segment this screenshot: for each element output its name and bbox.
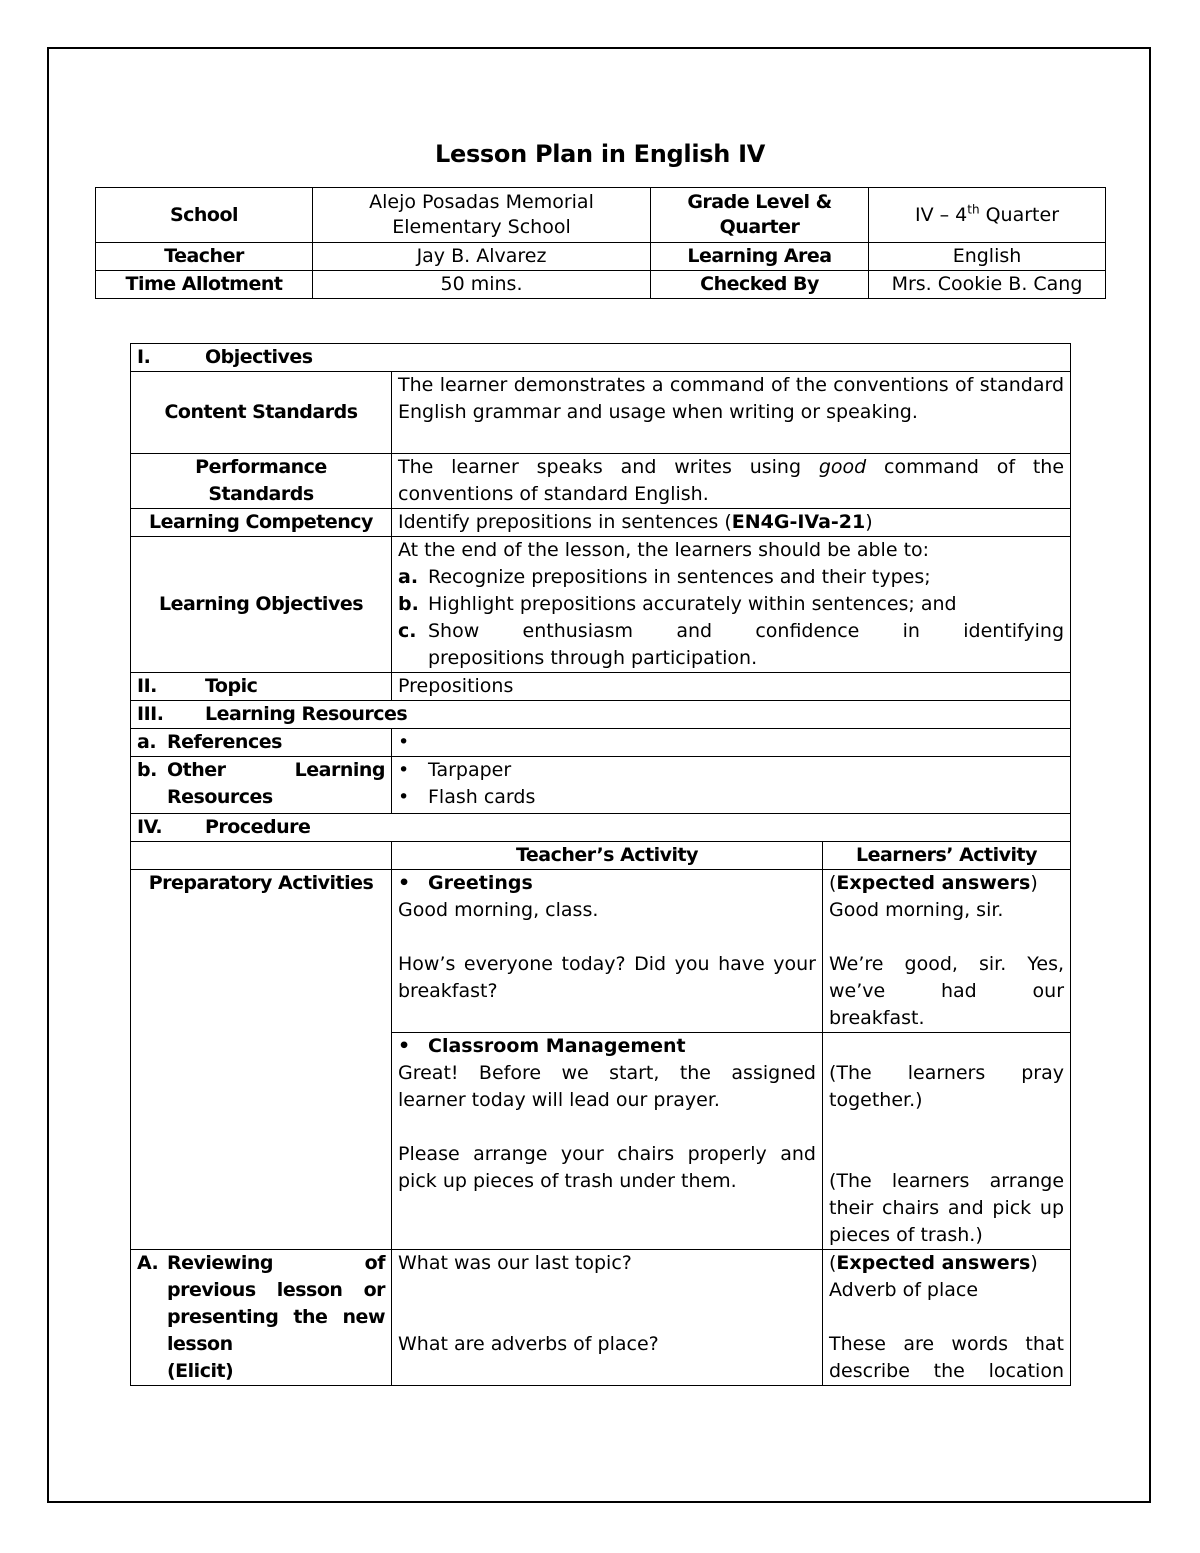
lesson-plan-table (130, 343, 1071, 1386)
classroom-management-learners: (The learners pray together.) (The learners arrange their chairs and pick up pieces of trash.) (823, 1033, 1071, 1250)
learning-objectives-text (392, 537, 1071, 673)
area-label: Learning Area (651, 243, 869, 271)
references-value: • (392, 729, 1071, 757)
header-row-teacher (96, 243, 1106, 271)
objectives-intro: At the end of the lesson, the learners should be able to: (398, 539, 930, 561)
grade-label: Grade Level & Quarter (651, 188, 869, 243)
reviewing-label: A. Reviewing of previous lesson or presenting the new lesson (Elicit) (131, 1250, 392, 1386)
row-references (131, 729, 1071, 757)
empty-cell (131, 842, 392, 870)
row-activity-headers (131, 842, 1071, 870)
objective-item: b. Highlight prepositions accurately within sentences; and (398, 593, 957, 615)
area-value: English (869, 243, 1106, 271)
greetings-learners: (Expected answers) Good morning, sir. We’re good, sir. Yes, we’ve had our breakfast. (823, 870, 1071, 1033)
row-reviewing (131, 1250, 1071, 1386)
greetings-title: • Greetings (398, 872, 533, 894)
time-value: 50 mins. (313, 271, 651, 299)
row-other-resources (131, 757, 1071, 814)
row-performance-standards (131, 454, 1071, 509)
classroom-management-teacher: • Classroom Management Great! Before we start, the assigned learner today will lead our prayer. Please arrange your chairs properly and pick up pieces of trash under them. (392, 1033, 823, 1250)
school-value: Alejo Posadas Memorial Elementary School (313, 188, 651, 243)
topic-value: Prepositions (392, 673, 1071, 701)
header-row-time (96, 271, 1106, 299)
list-item: • Flash cards (398, 786, 536, 808)
section-header: II. Topic (131, 673, 392, 701)
checked-value: Mrs. Cookie B. Cang (869, 271, 1106, 299)
grade-value: IV – 4th Quarter (869, 188, 1106, 243)
section-header: III. Learning Resources (131, 701, 1071, 729)
row-learning-competency (131, 509, 1071, 537)
greetings-teacher: • Greetings Good morning, class. How’s everyone today? Did you have your breakfast? (392, 870, 823, 1033)
teacher-activity-header: Teacher’s Activity (392, 842, 823, 870)
objective-item: c. Show enthusiasm and confidence in identifying prepositions through participation. (398, 620, 1065, 669)
time-label: Time Allotment (96, 271, 313, 299)
other-resources-list (392, 757, 1071, 814)
references-label: a. References (131, 729, 392, 757)
performance-standards-text: The learner speaks and writes using good command of the conventions of standard English. (392, 454, 1071, 509)
preparatory-activities-label: Preparatory Activities (131, 870, 392, 1250)
row-greetings (131, 870, 1071, 1033)
section-procedure (131, 814, 1071, 842)
learning-competency-label: Learning Competency (131, 509, 392, 537)
section-learning-resources (131, 701, 1071, 729)
other-resources-label: b. Other Learning Resources (131, 757, 392, 814)
row-learning-objectives (131, 537, 1071, 673)
learning-competency-text: Identify prepositions in sentences (EN4G-IVa-21) (392, 509, 1071, 537)
reviewing-learners: (Expected answers) Adverb of place These are words that describe the location (823, 1250, 1071, 1386)
row-topic (131, 673, 1071, 701)
header-row-school (96, 188, 1106, 243)
teacher-label: Teacher (96, 243, 313, 271)
reviewing-teacher: What was our last topic? What are adverbs of place? (392, 1250, 823, 1386)
classroom-management-title: • Classroom Management (398, 1035, 686, 1057)
objective-item: a. Recognize prepositions in sentences and their types; (398, 566, 931, 588)
learner-activity-header: Learners’ Activity (823, 842, 1071, 870)
section-header: I. Objectives (131, 344, 1071, 372)
row-content-standards (131, 372, 1071, 454)
performance-standards-label: Performance Standards (131, 454, 392, 509)
section-header: IV. Procedure (131, 814, 1071, 842)
document-title: Lesson Plan in English IV (434, 140, 766, 168)
checked-label: Checked By (651, 271, 869, 299)
learning-objectives-label: Learning Objectives (131, 537, 392, 673)
content-standards-text: The learner demonstrates a command of the conventions of standard English grammar and usage when writing or speaking. (392, 372, 1071, 454)
list-item: • Tarpaper (398, 759, 512, 781)
school-label: School (96, 188, 313, 243)
section-objectives (131, 344, 1071, 372)
teacher-value: Jay B. Alvarez (313, 243, 651, 271)
content-standards-label: Content Standards (131, 372, 392, 454)
header-table (95, 187, 1106, 299)
